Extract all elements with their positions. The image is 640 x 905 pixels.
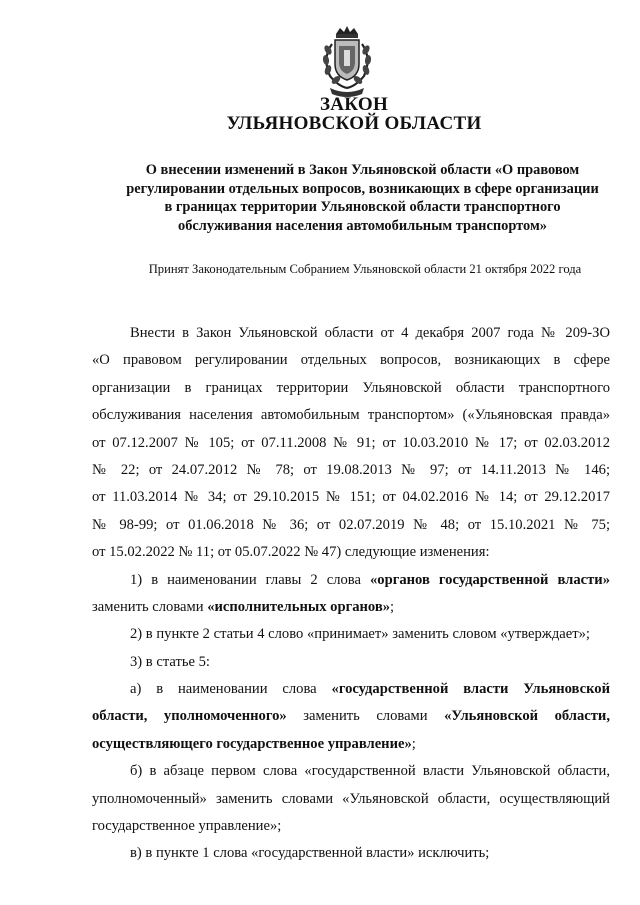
body-line: № 98-99; от 01.06.2018 № 36; от 02.07.2019 № 48; от 15.10.2021 № 75;	[92, 516, 610, 533]
body-line: от 11.03.2014 № 34; от 29.10.2015 № 151; от 04.02.2016 № 14; от 29.12.2017	[92, 489, 610, 506]
adoption-note: Принят Законодательным Собранием Ульяновской области 21 октября 2022 года	[148, 262, 582, 276]
item-3: 3) в статье 5:	[130, 653, 210, 670]
subject-line: обслуживания населения автомобильным транспортом»	[178, 217, 547, 234]
item-3b-line1: б) в абзаце первом слова «государственной власти Ульяновской области,	[130, 763, 610, 780]
item-3a-text: а) в наименовании слова	[130, 681, 332, 698]
law-subject	[100, 161, 625, 235]
body-line: Внести в Закон Ульяновской области от 4 декабря 2007 года № 209-ЗО	[130, 325, 610, 341]
item-3a-end: ;	[411, 735, 416, 752]
item-3a-replacement-cont: осуществляющего государственное управление»	[92, 735, 412, 752]
law-body	[92, 320, 610, 868]
item-1-text: заменить словами	[92, 598, 208, 615]
item-1-end: ;	[390, 598, 395, 615]
body-line: от 07.12.2007 № 105; от 07.11.2008 № 91; от 10.03.2010 № 17; от 02.03.2012	[92, 434, 610, 451]
subject-line: О внесении изменений в Закон Ульяновской области «О правовом	[145, 162, 580, 178]
item-1-line2	[92, 594, 610, 621]
item-3a-line3	[92, 731, 610, 758]
item-3a-line1	[92, 676, 610, 703]
body-line: № 22; от 24.07.2012 № 78; от 19.08.2013 № 97; от 14.11.2013 № 146;	[92, 461, 610, 478]
body-line: «О правовом регулировании отдельных вопросов, возникающих в сфере	[92, 352, 610, 369]
item-3b-line3: государственное управление»;	[92, 818, 282, 835]
body-line: обслуживания населения автомобильным транспортом» («Ульяновская правда»	[92, 407, 610, 424]
item-3b-line2: уполномоченный» заменить словами «Ульяновской области, осуществляющий	[92, 790, 610, 807]
law-title-line2: УЛЬЯНОВСКОЙ ОБЛАСТИ	[226, 113, 482, 134]
item-3a-replacement: «Ульяновской области,	[444, 708, 610, 725]
subject-line: регулировании отдельных вопросов, возникающих в сфере организации	[126, 180, 599, 197]
body-line: от 15.02.2022 № 11; от 05.07.2022 № 47) следующие изменения:	[92, 544, 490, 561]
item-2: 2) в пункте 2 статьи 4 слово «принимает» заменить словом «утверждает»;	[130, 626, 590, 643]
subject-line: в границах территории Ульяновской области транспортного	[164, 199, 561, 215]
item-1-text: 1) в наименовании главы 2 слова	[130, 571, 370, 588]
law-title-line1: ЗАКОН	[319, 94, 389, 115]
item-1-quote: «органов государственной власти»	[370, 571, 610, 588]
body-line: организации в границах территории Ульяновской области транспортного	[92, 379, 610, 396]
item-3a-line2	[92, 703, 610, 730]
item-1-replacement: «исполнительных органов»	[207, 598, 391, 615]
item-1-line1	[92, 567, 610, 594]
item-3a-quote-cont: области, уполномоченного»	[92, 708, 287, 725]
item-3v: в) в пункте 1 слова «государственной власти» исключить;	[130, 845, 490, 862]
item-3a-quote: «государственной власти Ульяновской	[331, 681, 610, 698]
item-3a-text: заменить словами	[286, 708, 445, 725]
ulyanovsk-coat-of-arms-icon	[312, 24, 382, 98]
